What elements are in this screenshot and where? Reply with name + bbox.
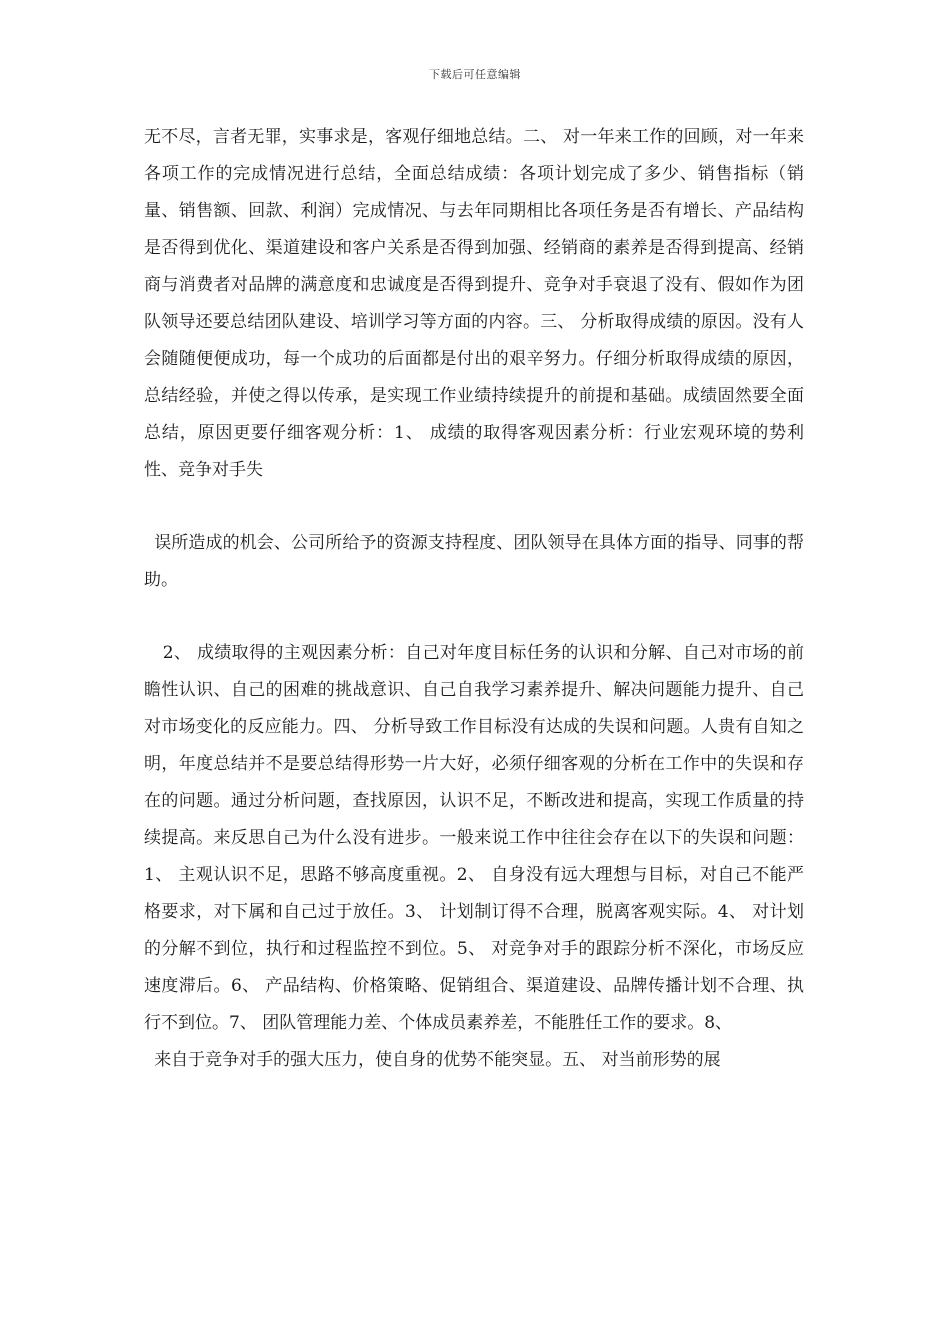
paragraph-2: 误所造成的机会、公司所给予的资源支持程度、团队领导在具体方面的指导、同事的帮助。 (144, 533, 804, 590)
document-body (144, 119, 804, 1079)
paragraph-4: 来自于竞争对手的强大压力，使自身的优势不能突显。五、 对当前形势的展 (154, 1050, 721, 1070)
paragraph-gap (144, 489, 804, 525)
page-header: 下载后可任意编辑 (429, 68, 521, 81)
paragraph-gap (144, 599, 804, 635)
paragraph-1: 无不尽，言者无罪，实事求是，客观仔细地总结。二、 对一年来工作的回顾，对一年来各项工作的完成情况进行总结，全面总结成绩：各项计划完成了多少、销售指标（销量、销售额、回款、利润）完成情况、与去年同期相比各项任务是否有增长、产品结构是否得到优化、渠道建设和客户关系是否得到加强、经销商的素养是否得到提高、经销商与消费者对品牌的满意度和忠诚度是否得到提升、竞争对手衰退了没有、假如作为团队领导还要总结团队建设、培训学习等方面的内容。三、 分析取得成绩的原因。没有人会随随便便成功，每一个成功的后面都是付出的艰辛努力。仔细分析取得成绩的原因，总结经验，并使之得以传承，是实现工作业绩持续提升的前提和基础。成绩固然要全面总结，原因更要仔细客观分析：1、 成绩的取得客观因素分析：行业宏观环境的势利性、竞争对手失 (144, 127, 804, 480)
paragraph-3: 2、 成绩取得的主观因素分析：自己对年度目标任务的认识和分解、自己对市场的前瞻性认识、自己的困难的挑战意识、自己自我学习素养提升、解决问题能力提升、自己对市场变化的反应能力。四、 分析导致工作目标没有达成的失误和问题。人贵有自知之明，年度总结并不是要总结得形势一片大好，必须仔细客观的分析在工作中的失误和存在的问题。通过分析问题，查找原因，认识不足，不断改进和提高，实现工作质量的持续提高。来反思自己为什么没有进步。一般来说工作中往往会存在以下的失误和问题：1、 主观认识不足，思路不够高度重视。2、 自身没有远大理想与目标，对自己不能严格要求，对下属和自己过于放任。3、 计划制订得不合理，脱离客观实际。4、 对计划的分解不到位，执行和过程监控不到位。5、 对竞争对手的跟踪分析不深化，市场反应速度滞后。6、 产品结构、价格策略、促销组合、渠道建设、品牌传播计划不合理、执行不到位。7、 团队管理能力差、个体成员素养差，不能胜任工作的要求。8、 (144, 643, 804, 1033)
